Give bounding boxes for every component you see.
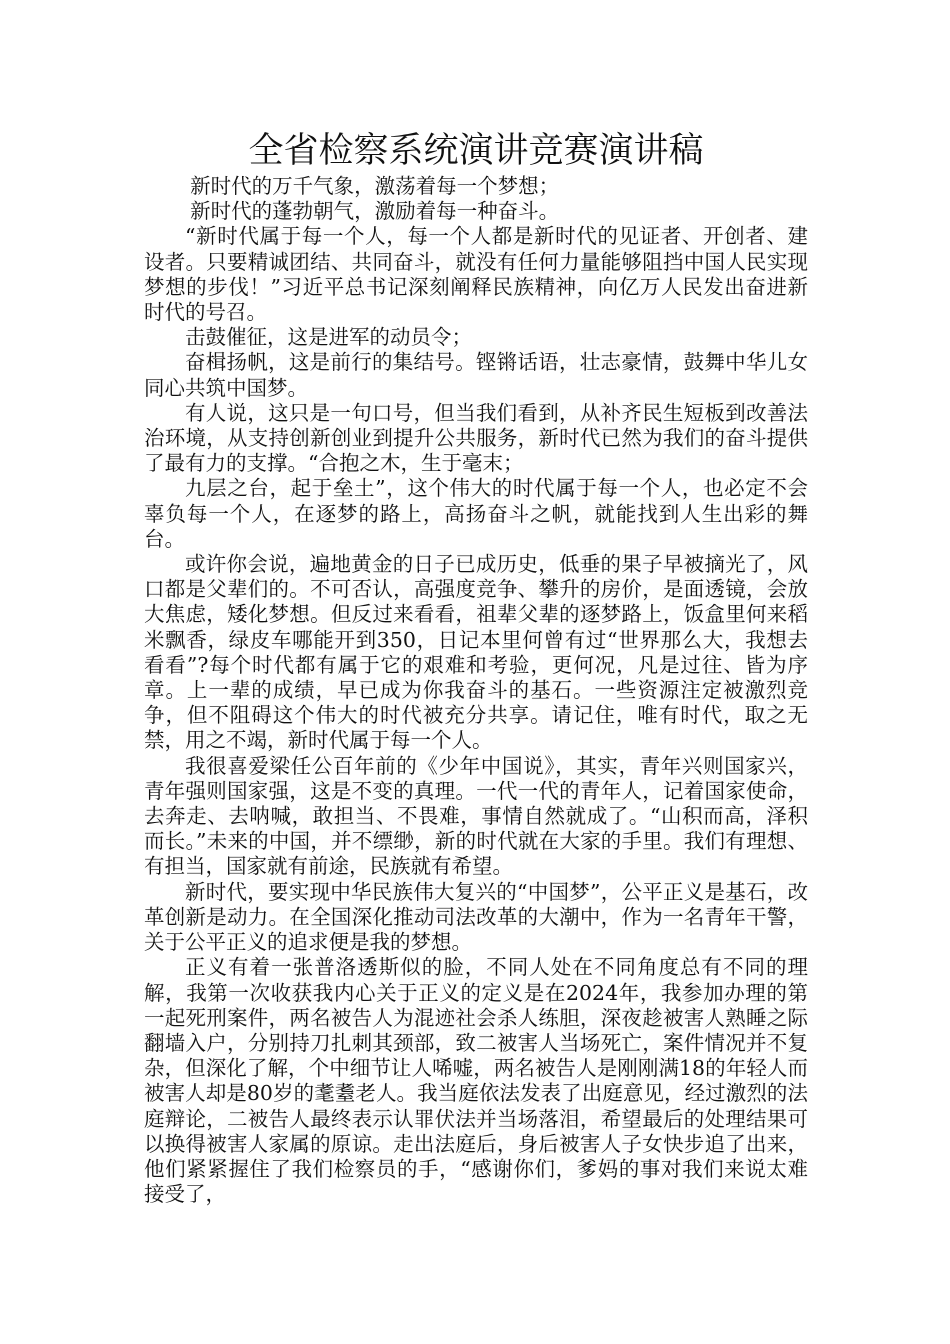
document-title: 全省检察系统演讲竞赛演讲稿 (248, 131, 704, 171)
paragraph-8: 或许你会说，遍地黄金的日子已成历史，低垂的果子早被摘光了，风口都是父辈们的。不可否认，高强度竞争、攀升的房价，是面透镜，会放大焦虑，矮化梦想。但反过来看看，祖辈父辈的逐梦路上，饭盒里何来稻米飘香，绿皮车哪能开到350，日记本里何曾有过“世界那么大，我想去看看”?每个时代都有属于它的艰难和考验，更何况，凡是过往、皆为序章。上一辈的成绩，早已成为你我奋斗的基石。一些资源注定被激烈竞争，但不阻碍这个伟大的时代被充分共享。请记住，唯有时代，取之无禁，用之不竭，新时代属于每一个人。 (144, 552, 808, 753)
paragraph-5: 奋楫扬帆，这是前行的集结号。铿锵话语，壮志豪情，鼓舞中华儿女同心共筑中国梦。 (144, 350, 808, 400)
paragraph-3: “新时代属于每一个人，每一个人都是新时代的见证者、开创者、建设者。只要精诚团结、共同奋斗，就没有任何力量能够阻挡中国人民实现梦想的步伐！”习近平总书记深刻阐释民族精神，向亿万人民发出奋进新时代的号召。 (144, 224, 808, 325)
paragraph-10: 新时代，要实现中华民族伟大复兴的“中国梦”，公平正义是基石，改革创新是动力。在全国深化推动司法改革的大潮中，作为一名青年干警，关于公平正义的追求便是我的梦想。 (144, 879, 808, 955)
paragraph-2: 新时代的蓬勃朝气，激励着每一种奋斗。 (190, 199, 560, 224)
paragraph-7: 九层之台，起于垒土”，这个伟大的时代属于每一个人，也必定不会辜负每一个人，在逐梦的路上，高扬奋斗之帆，就能找到人生出彩的舞台。 (144, 476, 808, 551)
paragraph-6: 有人说，这只是一句口号，但当我们看到，从补齐民生短板到改善法治环境，从支持创新创业到提升公共服务，新时代已然为我们的奋斗提供了最有力的支撑。“合抱之木，生于毫末； (144, 400, 808, 476)
paragraph-4: 击鼓催征，这是进军的动员令； (185, 325, 472, 350)
paragraph-1: 新时代的万千气象，激荡着每一个梦想； (190, 174, 560, 198)
document-body (144, 128, 808, 1207)
paragraph-11: 正义有着一张普洛透斯似的脸，不同人处在不同角度总有不同的理解，我第一次收获我内心关于正义的定义是在2024年，我参加办理的第一起死刑案件，两名被告人为混迹社会杀人练胆，深夜趁被害人熟睡之际翻墙入户，分别持刀扎刺其颈部，致二被害人当场死亡，案件情况并不复杂，但深化了解，个中细节让人唏嘘，两名被告人是刚刚满18的年轻人而被害人却是80岁的耄耋老人。我当庭依法发表了出庭意见，经过激烈的法庭辩论，二被告人最终表示认罪伏法并当场落泪，希望最后的处理结果可以换得被害人家属的原谅。走出法庭后，身后被害人子女快步追了出来，他们紧紧握住了我们检察员的手，“感谢你们，爹妈的事对我们来说太难接受了， (144, 955, 808, 1207)
paragraph-9: 我很喜爱梁任公百年前的《少年中国说》，其实，青年兴则国家兴，青年强则国家强，这是不变的真理。一代一代的青年人，记着国家使命，去奔走、去呐喊，敢担当、不畏难，事情自然就成了。“山积而高，泽积而长。”未来的中国，并不缥缈，新的时代就在大家的手里。我们有理想、有担当，国家就有前途，民族就有希望。 (144, 753, 808, 879)
